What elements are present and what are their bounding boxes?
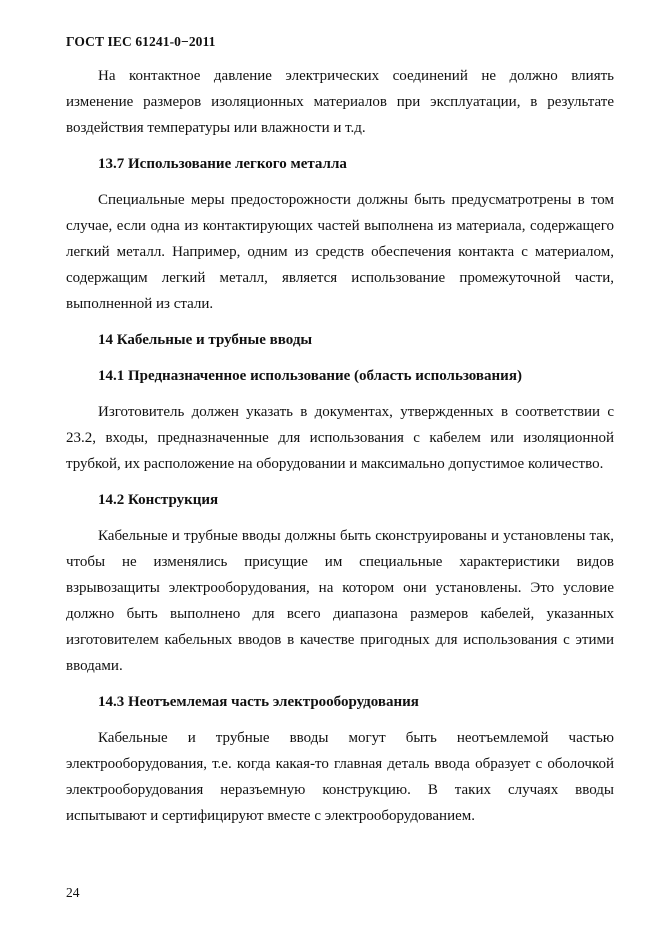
section-14-1-heading: 14.1 Предназначенное использование (область использования)	[98, 368, 522, 384]
section-13-7-heading: 13.7 Использование легкого металла	[98, 156, 347, 172]
spacer	[66, 353, 614, 363]
spacer	[66, 513, 614, 523]
page-number: 24	[66, 885, 80, 900]
spacer	[66, 389, 614, 399]
section-14-2-heading: 14.2 Конструкция	[98, 492, 219, 508]
section-13-7-paragraph: Специальные меры предосторожности должны быть предусматротрены в том случае, если одна из контактирующих частей выполнена из материала, содержащего легкий металл. Например, одним из средств обеспечения контакта с материалом, содержащим легкий металл, является использование промежуточной части, выполненной из стали.	[66, 192, 614, 312]
section-14-heading: 14 Кабельные и трубные вводы	[98, 332, 313, 348]
section-14-3-paragraph: Кабельные и трубные вводы могут быть неотъемлемой частью электрооборудования, т.е. когда какая-то главная деталь ввода образует с оболочкой электрооборудования неразъемную конструкцию. В таких случаях вводы испытывают и сертифицируют вместе с электрооборудованием.	[66, 730, 614, 824]
spacer	[66, 679, 614, 689]
document-header: ГОСТ IEC 61241-0−2011	[66, 34, 216, 49]
section-14-2-paragraph: Кабельные и трубные вводы должны быть сконструированы и установлены так, чтобы не изменялись присущие им специальные характеристики видов взрывозащиты электрооборудования, на котором они установлены. Это условие должно быть выполнено для всего диапазона размеров кабелей, указанных изготовителем кабельных вводов в качестве пригодных для использования с этими вводами.	[66, 528, 614, 674]
spacer	[66, 317, 614, 327]
spacer	[66, 177, 614, 187]
spacer	[66, 715, 614, 725]
section-14-3-heading: 14.3 Неотъемлемая часть электрооборудования	[98, 694, 419, 710]
section-14-1-paragraph: Изготовитель должен указать в документах, утвержденных в соответствии с 23.2, входы, предназначенные для использования с кабелем или изоляционной трубкой, их расположение на оборудовании и максимально допустимое количество.	[66, 404, 614, 472]
document-body	[66, 63, 614, 829]
intro-paragraph: На контактное давление электрических соединений не должно влиять изменение размеров изоляционных материалов при эксплуатации, в результате воздействия температуры или влажности и т.д.	[66, 68, 614, 136]
spacer	[66, 141, 614, 151]
spacer	[66, 477, 614, 487]
